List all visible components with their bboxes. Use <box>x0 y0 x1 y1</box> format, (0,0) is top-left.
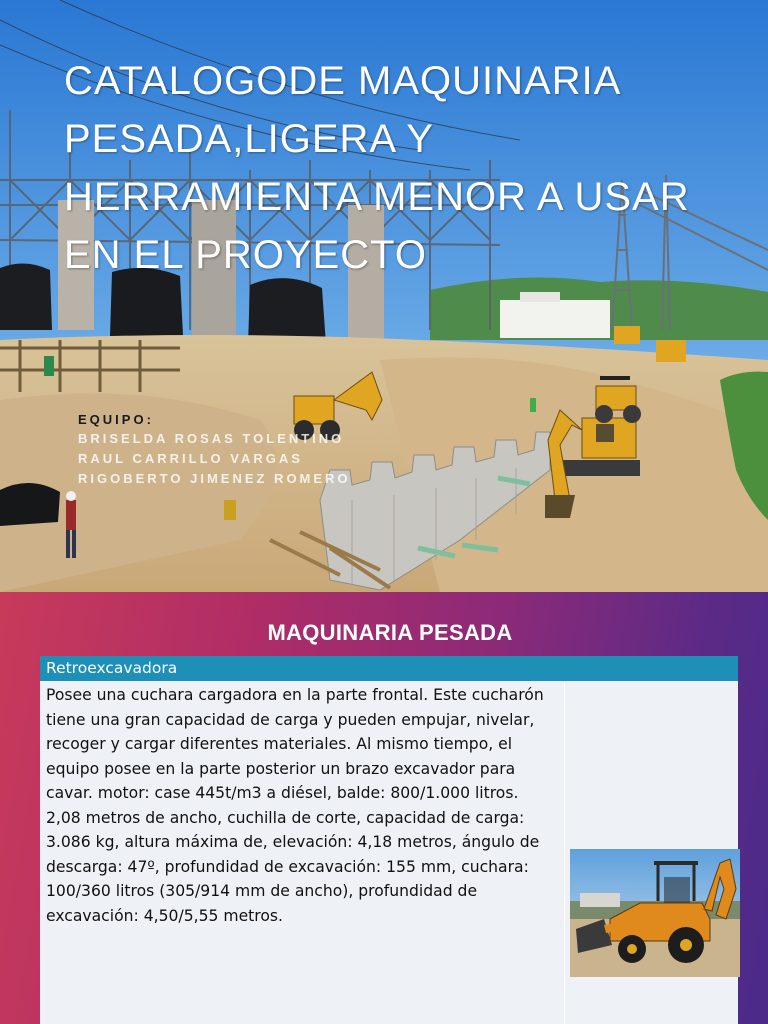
team-member-3: RIGOBERTO JIMENEZ ROMERO <box>78 471 351 486</box>
machine-card <box>40 656 738 1024</box>
backhoe-photo <box>570 849 740 977</box>
machine-description: Posee una cuchara cargadora en la parte frontal. Este cucharón tiene una gran capacidad de carga y pueden empujar, nivelar, recoger y cargar diferentes materiales. Al mismo tiempo, el equipo posee en la parte posterior un brazo excavador para cavar. motor: case 445t/m3 a diésel, balde: 800/1.000 litros. 2,08 metros de ancho, cuchilla de corte, capacidad de carga: 3.086 kg, altura máxima de, elevación: 4,18 metros, ángulo de descarga: 47º, profundidad de excavación: 155 mm, cuchara: 100/360 litros (305/914 mm de ancho), profundidad de excavación: 4,50/5,55 metros. <box>46 686 544 925</box>
team-label: EQUIPO: <box>78 412 154 427</box>
cover-title: CATALOGODE MAQUINARIA PESADA,LIGERA Y HERRAMIENTA MENOR A USAR EN EL PROYECTO <box>64 59 690 277</box>
machine-card-body <box>40 681 738 1024</box>
heavy-machinery-slide <box>0 592 768 1024</box>
column-divider <box>564 681 565 1024</box>
team-block <box>78 412 351 489</box>
machine-name: Retroexcavadora <box>40 656 738 681</box>
section-title: MAQUINARIA PESADA <box>267 620 513 645</box>
team-member-2: RAUL CARRILLO VARGAS <box>78 451 303 466</box>
team-member-1: BRISELDA ROSAS TOLENTINO <box>78 431 345 446</box>
